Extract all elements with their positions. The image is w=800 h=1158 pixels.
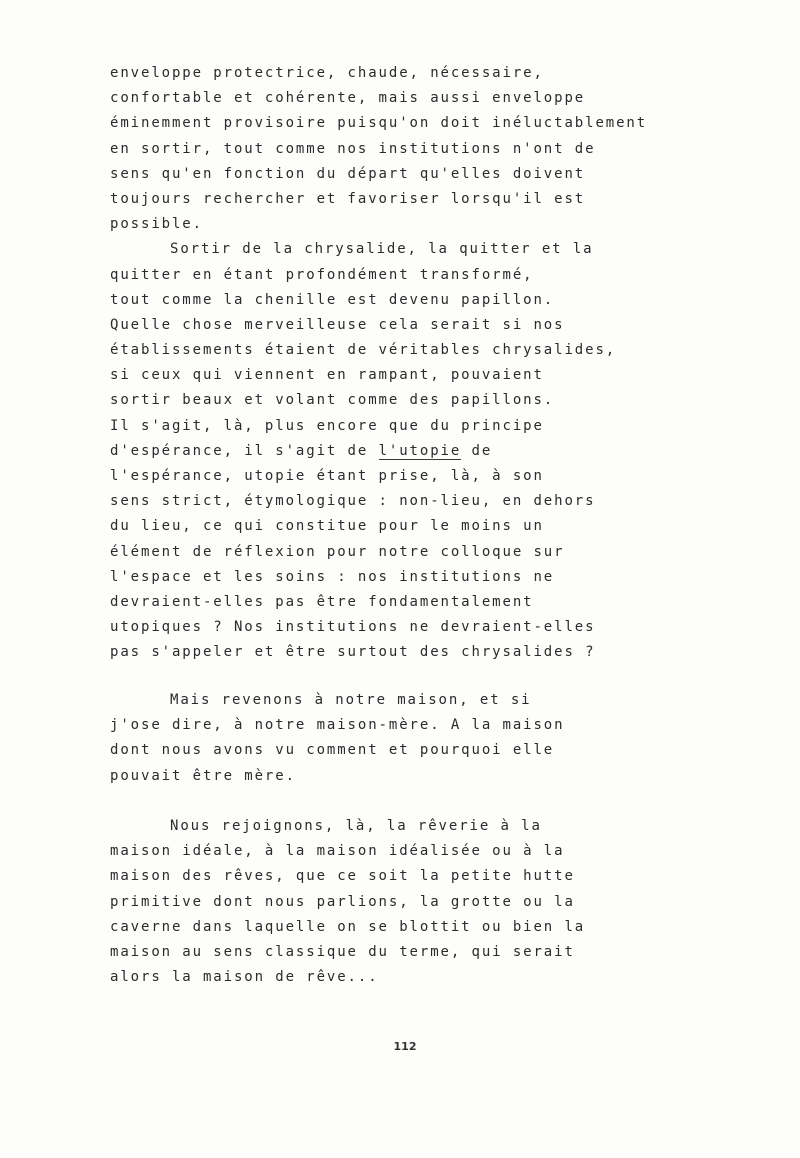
text-line: enveloppe protectrice, chaude, nécessaire,	[110, 65, 544, 81]
text-line: dont nous avons vu comment et pourquoi elle	[110, 742, 555, 759]
text-line: sens strict, étymologique : non-lieu, en dehors	[110, 493, 596, 510]
text-line: si ceux qui viennent en rampant, pouvaient	[110, 367, 544, 384]
text-line: j'ose dire, à notre maison-mère. A la maison	[110, 717, 565, 734]
paragraph-maison-mere	[110, 688, 670, 789]
text-line: devraient-elles pas être fondamentalement	[110, 593, 534, 610]
text-line: Sortir de la chrysalide, la quitter et la	[170, 241, 594, 258]
text-segment: de	[461, 442, 493, 459]
text-line: l'espérance, utopie étant prise, là, à son	[110, 468, 544, 484]
page-number: 112	[393, 1040, 417, 1053]
text-line: en sortir, tout comme nos institutions n'ont de	[110, 140, 596, 157]
underlined-word: l'utopie	[378, 442, 462, 459]
text-line: quitter en étant profondément transformé,	[110, 266, 534, 283]
text-line: Quelle chose merveilleuse cela serait si nos	[110, 316, 565, 333]
text-line: sortir beaux et volant comme des papillons.	[110, 392, 555, 409]
text-line: possible.	[110, 216, 203, 233]
text-line: caverne dans laquelle on se blottit ou bien la	[110, 918, 586, 935]
text-line: Mais revenons à notre maison, et si	[170, 692, 532, 708]
text-line: maison des rêves, que ce soit la petite hutte	[110, 868, 575, 885]
text-line: maison idéale, à la maison idéalisée ou à la	[110, 843, 565, 860]
text-line: élément de réflexion pour notre colloque sur	[110, 543, 565, 560]
text-line: utopiques ? Nos institutions ne devraient-elles	[110, 619, 596, 636]
text-line: l'espace et les soins : nos institutions ne	[110, 568, 555, 585]
text-line: pas s'appeler et être surtout des chrysalides ?	[110, 644, 596, 661]
paragraph-chrysalide	[110, 61, 670, 666]
text-line: Il s'agit, là, plus encore que du principe	[110, 417, 544, 434]
text-line: pouvait être mère.	[110, 767, 296, 784]
text-line: Nous rejoignons, là, la rêverie à la	[170, 818, 542, 834]
text-line: primitive dont nous parlions, la grotte ou la	[110, 893, 575, 910]
text-line: sens qu'en fonction du départ qu'elles doivent	[110, 165, 586, 182]
text-line: éminemment provisoire puisqu'on doit inéluctablement	[110, 115, 648, 132]
text-line: confortable et cohérente, mais aussi enveloppe	[110, 90, 586, 107]
paragraph-maison-reve	[110, 814, 670, 990]
text-line: tout comme la chenille est devenu papillon.	[110, 291, 555, 308]
text-line: alors la maison de rêve...	[110, 969, 379, 986]
text-segment: d'espérance, il s'agit de	[110, 442, 369, 459]
text-line: toujours rechercher et favoriser lorsqu'il est	[110, 190, 586, 207]
text-line-with-underline	[110, 439, 670, 464]
text-line: du lieu, ce qui constitue pour le moins un	[110, 518, 544, 535]
text-line: établissements étaient de véritables chrysalides,	[110, 342, 617, 359]
text-line: maison au sens classique du terme, qui serait	[110, 943, 575, 960]
